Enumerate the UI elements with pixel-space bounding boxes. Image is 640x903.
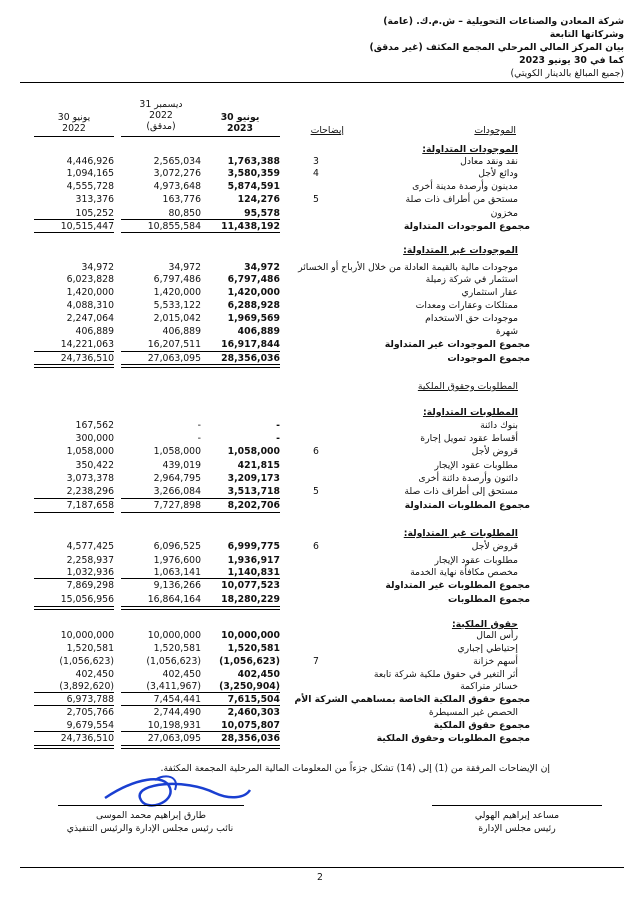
- note-ref: 5: [313, 486, 319, 497]
- company-subsidiaries: وشركاتها التابعة: [549, 29, 624, 40]
- value-col1: 2,705,766: [66, 707, 114, 718]
- value-col1: 9,679,554: [66, 720, 114, 731]
- section-heading: المطلوبات المتداولة:: [422, 407, 518, 418]
- total-label: مجموع المطلوبات وحقوق الملكية: [376, 733, 530, 744]
- row-label: مخزون: [490, 208, 518, 219]
- total-label: مجموع المطلوبات: [447, 594, 530, 605]
- value-col1: 2,247,064: [66, 313, 114, 324]
- value-col2: 2,744,490: [153, 707, 201, 718]
- value-col3: 3,513,718: [227, 486, 280, 497]
- row-label: مطلوبات عقود الإيجار: [434, 460, 518, 471]
- value-col1: 15,056,956: [60, 594, 114, 605]
- column-header-rule: [121, 136, 201, 137]
- value-col3: 2,460,303: [227, 707, 280, 718]
- col2-header-line1: 31 ديسمبر: [139, 99, 183, 110]
- value-col2: 6,797,486: [153, 274, 201, 285]
- value-col2: 402,450: [162, 669, 201, 680]
- total-rule: [121, 219, 201, 220]
- note-ref: 6: [313, 446, 319, 457]
- total-rule: [34, 606, 114, 607]
- value-col3: 95,578: [244, 208, 280, 219]
- footer-divider: [20, 867, 624, 868]
- value-col2: (3,411,967): [146, 681, 201, 692]
- total-label: مجموع الموجودات المتداولة: [403, 221, 530, 232]
- row-label: قروض لأجل: [471, 446, 518, 457]
- total-rule: [121, 705, 201, 706]
- value-col3: 3,580,359: [227, 168, 280, 179]
- value-col2: 27,063,095: [147, 353, 201, 364]
- value-col2: -: [197, 420, 201, 431]
- total-rule: [121, 367, 201, 368]
- value-col1: 1,420,000: [66, 287, 114, 298]
- value-col1: 14,221,063: [60, 339, 114, 350]
- total-rule: [121, 512, 201, 513]
- value-col1: 6,023,828: [66, 274, 114, 285]
- value-col3: 1,140,831: [227, 567, 280, 578]
- value-col2: 2,015,042: [153, 313, 201, 324]
- row-label: مخصص مكافأة نهاية الخدمة: [410, 567, 518, 578]
- value-col2: 439,019: [162, 460, 201, 471]
- row-label: ودائع لأجل: [478, 168, 518, 179]
- value-col1: 24,736,510: [60, 353, 114, 364]
- value-col1: 4,088,310: [66, 300, 114, 311]
- footnote: إن الإيضاحات المرفقة من (1) إلى (14) تشكل جزءاً من المعلومات المالية المرحلية المجمعة المكثفة.: [160, 763, 550, 774]
- col1-header-line1: 30 يونيو: [57, 112, 91, 123]
- total-rule: [200, 219, 280, 220]
- right-signatory-name: مساعد إبراهيم الهولي: [474, 810, 560, 821]
- row-label: نقد ونقد معادل: [460, 156, 518, 167]
- row-label: موجودات مالية بالقيمة العادلة من خلال الأرباح أو الخسائر: [298, 262, 518, 273]
- right-signature-line: [432, 805, 602, 806]
- value-col1: 1,032,936: [66, 567, 114, 578]
- value-col1: 402,450: [75, 669, 114, 680]
- value-col3: 6,797,486: [227, 274, 280, 285]
- total-rule: [34, 367, 114, 368]
- col3-header-line1: 30 يونيو: [220, 112, 260, 123]
- value-col1: 4,577,425: [66, 541, 114, 552]
- value-col2: 9,136,266: [153, 580, 201, 591]
- total-label: مجموع المطلوبات غير المتداولة: [385, 580, 530, 591]
- value-col2: 1,420,000: [153, 287, 201, 298]
- value-col1: (3,892,620): [59, 681, 114, 692]
- note-ref: 4: [313, 168, 319, 179]
- value-col1: 1,058,000: [66, 446, 114, 457]
- value-col1: 313,376: [75, 194, 114, 205]
- value-col3: 402,450: [237, 669, 280, 680]
- currency-note: (جميع المبالغ بالدينار الكويتي): [510, 68, 624, 79]
- value-col2: 406,889: [162, 326, 201, 337]
- value-col1: 4,446,926: [66, 156, 114, 167]
- value-col2: 10,198,931: [147, 720, 201, 731]
- total-rule: [34, 498, 114, 499]
- total-rule: [34, 745, 114, 746]
- company-name: شركة المعادن والصناعات التحويلية – ش.م.ك. (عامة): [383, 16, 624, 27]
- row-label: شهرة: [495, 326, 518, 337]
- value-col1: 2,258,937: [66, 555, 114, 566]
- value-col1: 10,000,000: [60, 630, 114, 641]
- total-rule: [200, 606, 280, 607]
- value-col2: 7,454,441: [153, 694, 201, 705]
- total-rule: [200, 512, 280, 513]
- column-header-rule: [200, 136, 280, 137]
- value-col3: 6,288,928: [227, 300, 280, 311]
- total-rule: [200, 748, 280, 749]
- col1-header: [34, 112, 114, 134]
- statement-title: بيان المركز المالي المرحلي المجمع المكثف (غير مدقق): [369, 42, 624, 53]
- value-col2: 34,972: [168, 262, 201, 273]
- total-rule: [121, 731, 201, 732]
- header-divider: [20, 82, 624, 83]
- total-rule: [200, 364, 280, 365]
- total-label: مجموع المطلوبات المتداولة: [404, 500, 530, 511]
- note-ref: 6: [313, 541, 319, 552]
- value-col3: (1,056,623): [219, 656, 280, 667]
- value-col1: 167,562: [75, 420, 114, 431]
- row-label: الحصص غير المسيطرة: [428, 707, 518, 718]
- value-col3: 406,889: [237, 326, 280, 337]
- value-col2: 1,520,581: [153, 643, 201, 654]
- total-rule: [121, 232, 201, 233]
- total-rule: [200, 498, 280, 499]
- row-label: دائنون وأرصدة دائنة أخرى: [418, 473, 518, 484]
- row-label: بنوك دائنة: [480, 420, 518, 431]
- left-signatory-name: طارق إبراهيم محمد الموسى: [96, 810, 206, 821]
- total-rule: [121, 351, 201, 352]
- value-col2: 27,063,095: [147, 733, 201, 744]
- value-col1: 2,238,296: [66, 486, 114, 497]
- total-rule: [34, 609, 114, 610]
- value-col3: 5,874,591: [227, 181, 280, 192]
- right-signatory-title: رئيس مجلس الإدارة: [478, 823, 556, 834]
- column-header-rule: [34, 136, 114, 137]
- value-col3: 28,356,036: [221, 733, 280, 744]
- value-col3: 1,969,569: [227, 313, 280, 324]
- total-rule: [200, 705, 280, 706]
- total-label: مجموع الموجودات: [447, 353, 530, 364]
- value-col3: 1,763,388: [227, 156, 280, 167]
- row-label: أسهم خزانة: [473, 656, 518, 667]
- row-label: مستحق إلى أطراف ذات صلة: [404, 486, 518, 497]
- col3-header: [200, 112, 280, 134]
- value-col3: 3,209,173: [227, 473, 280, 484]
- value-col1: (1,056,623): [59, 656, 114, 667]
- row-label: أقساط عقود تمويل إجارة: [420, 433, 518, 444]
- total-rule: [200, 609, 280, 610]
- note-ref: 5: [313, 194, 319, 205]
- col3-header-line2: 2023: [227, 123, 253, 134]
- value-col2: 16,864,164: [147, 594, 201, 605]
- value-col1: 3,073,378: [66, 473, 114, 484]
- value-col1: 10,515,447: [60, 221, 114, 232]
- total-rule: [121, 748, 201, 749]
- value-col2: 163,776: [162, 194, 201, 205]
- total-rule: [200, 731, 280, 732]
- total-rule: [121, 578, 201, 579]
- value-col2: 7,727,898: [153, 500, 201, 511]
- total-rule: [200, 232, 280, 233]
- total-rule: [200, 692, 280, 693]
- notes-header: إيضاحات: [310, 125, 344, 136]
- total-rule: [121, 498, 201, 499]
- note-ref: 3: [313, 156, 319, 167]
- value-col2: 10,000,000: [147, 630, 201, 641]
- total-label: مجموع الموجودات غير المتداولة: [384, 339, 530, 350]
- value-col3: 1,936,917: [227, 555, 280, 566]
- value-col1: 1,094,165: [66, 168, 114, 179]
- total-rule: [34, 578, 114, 579]
- left-signature-line: [58, 805, 244, 806]
- value-col1: 7,869,298: [66, 580, 114, 591]
- value-col1: 105,252: [75, 208, 114, 219]
- total-rule: [34, 512, 114, 513]
- total-rule: [121, 364, 201, 365]
- value-col2: 1,063,141: [153, 567, 201, 578]
- section-heading: الموجودات غير المتداولة:: [403, 245, 518, 256]
- total-rule: [121, 692, 201, 693]
- col1-header-line2: 2022: [62, 123, 86, 134]
- value-col2: 1,058,000: [153, 446, 201, 457]
- value-col3: 1,420,000: [227, 287, 280, 298]
- left-signatory-title: نائب رئيس مجلس الإدارة والرئيس التنفيذي: [66, 823, 234, 834]
- value-col3: -: [276, 420, 280, 431]
- value-col2: 10,855,584: [147, 221, 201, 232]
- total-rule: [34, 692, 114, 693]
- row-label: مطلوبات عقود الإيجار: [434, 555, 518, 566]
- value-col2: -: [197, 433, 201, 444]
- row-label: مستحق من أطراف ذات صلة: [405, 194, 518, 205]
- total-rule: [200, 578, 280, 579]
- total-rule: [200, 367, 280, 368]
- total-rule: [34, 731, 114, 732]
- value-col2: 1,976,600: [153, 555, 201, 566]
- value-col1: 34,972: [81, 262, 114, 273]
- total-rule: [200, 745, 280, 746]
- value-col3: 8,202,706: [227, 500, 280, 511]
- section-heading: حقوق الملكية:: [451, 619, 518, 630]
- value-col1: 1,520,581: [66, 643, 114, 654]
- row-label: مدينون وأرصدة مدينة أخرى: [412, 181, 518, 192]
- value-col3: 28,356,036: [221, 353, 280, 364]
- value-col1: 350,422: [75, 460, 114, 471]
- value-col1: 24,736,510: [60, 733, 114, 744]
- value-col3: 10,077,523: [221, 580, 280, 591]
- total-rule: [34, 219, 114, 220]
- total-rule: [121, 609, 201, 610]
- value-col3: 11,438,192: [221, 221, 280, 232]
- total-rule: [121, 606, 201, 607]
- note-ref: 7: [313, 656, 319, 667]
- total-rule: [34, 232, 114, 233]
- row-label: ممتلكات وعقارات ومعدات: [415, 300, 518, 311]
- value-col3: 16,917,844: [221, 339, 280, 350]
- total-rule: [200, 351, 280, 352]
- col2-header-line3: (مدقق): [146, 121, 176, 132]
- total-label: مجموع حقوق الملكية الخاصة بمساهمي الشركة الأم: [294, 694, 530, 705]
- total-rule: [34, 705, 114, 706]
- value-col1: 4,555,728: [66, 181, 114, 192]
- value-col2: 5,533,122: [153, 300, 201, 311]
- total-rule: [34, 364, 114, 365]
- value-col1: 6,973,788: [66, 694, 114, 705]
- value-col3: 1,058,000: [227, 446, 280, 457]
- group-heading: المطلوبات وحقوق الملكية: [417, 381, 518, 392]
- value-col3: -: [276, 433, 280, 444]
- row-label: خسائر متراكمة: [460, 681, 518, 692]
- value-col2: 3,072,276: [153, 168, 201, 179]
- statement-date: كما في 30 يونيو 2023: [519, 55, 624, 66]
- total-rule: [34, 748, 114, 749]
- page-number: 2: [317, 872, 323, 883]
- value-col2: (1,056,623): [146, 656, 201, 667]
- total-label: مجموع حقوق الملكية: [433, 720, 530, 731]
- value-col2: 2,565,034: [153, 156, 201, 167]
- row-label: إحتياطي إجباري: [457, 643, 518, 654]
- value-col3: 7,615,504: [227, 694, 280, 705]
- value-col2: 2,964,795: [153, 473, 201, 484]
- row-label: قروض لأجل: [471, 541, 518, 552]
- value-col3: 124,276: [237, 194, 280, 205]
- value-col3: (3,250,904): [219, 681, 280, 692]
- section-heading: المطلوبات غير المتداولة:: [403, 528, 518, 539]
- value-col2: 6,096,525: [153, 541, 201, 552]
- value-col2: 4,973,648: [153, 181, 201, 192]
- value-col1: 300,000: [75, 433, 114, 444]
- value-col1: 7,187,658: [66, 500, 114, 511]
- value-col3: 1,520,581: [227, 643, 280, 654]
- total-rule: [121, 745, 201, 746]
- row-label: موجودات حق الاستخدام: [425, 313, 518, 324]
- value-col3: 421,815: [237, 460, 280, 471]
- assets-header: الموجودات: [474, 125, 516, 136]
- row-label: رأس المال: [476, 630, 518, 641]
- value-col3: 10,000,000: [221, 630, 280, 641]
- row-label: استثمار في شركة زميلة: [425, 274, 518, 285]
- value-col3: 18,280,229: [221, 594, 280, 605]
- col2-header: [121, 99, 201, 132]
- row-label: عقار استثماري: [461, 287, 518, 298]
- col2-header-line2: 2022: [149, 110, 173, 121]
- value-col1: 406,889: [75, 326, 114, 337]
- value-col2: 16,207,511: [147, 339, 201, 350]
- total-rule: [34, 351, 114, 352]
- value-col3: 34,972: [244, 262, 280, 273]
- section-heading: الموجودات المتداولة:: [422, 144, 518, 155]
- value-col3: 6,999,775: [227, 541, 280, 552]
- value-col2: 80,850: [168, 208, 201, 219]
- value-col3: 10,075,807: [221, 720, 280, 731]
- row-label: أثر التغير في حقوق ملكية شركة تابعة: [373, 669, 518, 680]
- value-col2: 3,266,084: [153, 486, 201, 497]
